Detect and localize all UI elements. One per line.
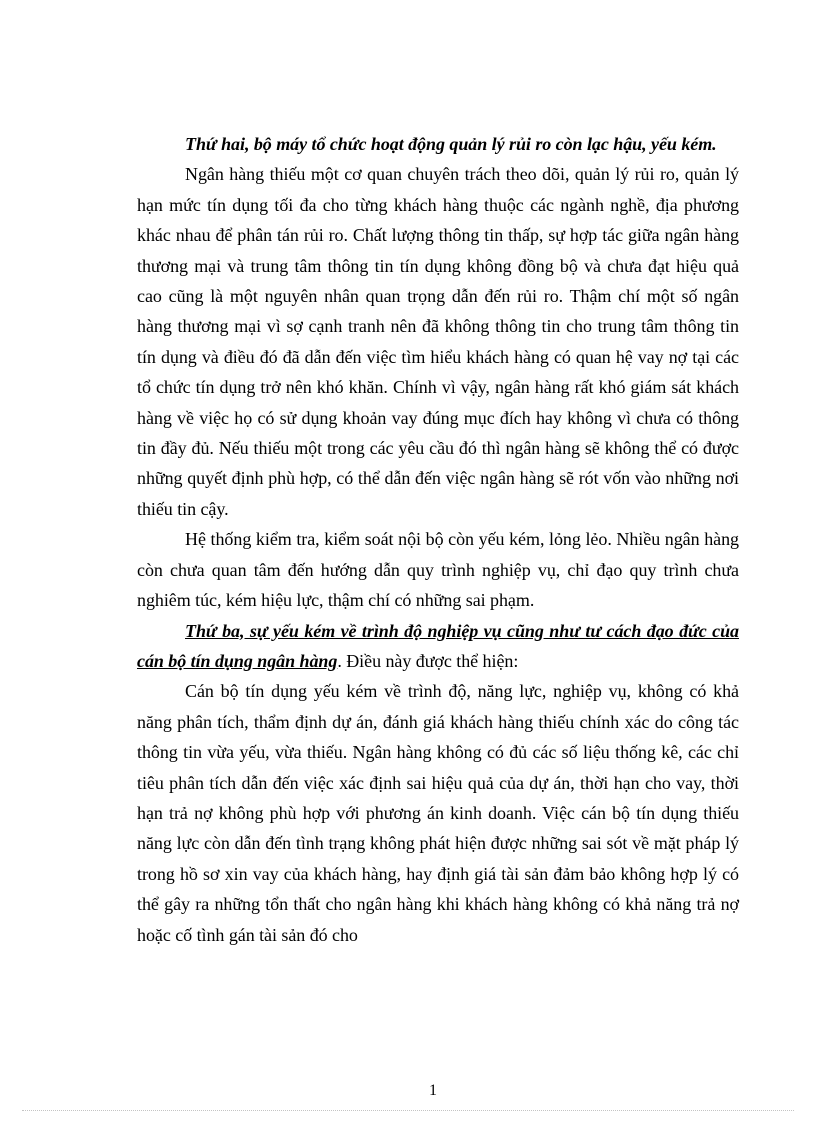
heading-third-point: Thứ ba, sự yếu kém về trình độ nghiệp vụ cũng như tư cách đạo đức của cán bộ tín dụng ngân hàng <box>137 620 739 671</box>
heading-second-point: Thứ hai, bộ máy tổ chức hoạt động quản lý rủi ro còn lạc hậu, yếu kém. <box>185 134 717 154</box>
page-number: 1 <box>429 1082 437 1099</box>
heading-third-point-tail: . Điều này được thể hiện: <box>337 650 519 671</box>
paragraph-heading-second-point <box>137 129 739 159</box>
document-body <box>137 129 739 950</box>
paragraph-risk-management-unit: Ngân hàng thiếu một cơ quan chuyên trách theo dõi, quản lý rủi ro, quản lý hạn mức tín dụng tối đa cho từng khách hàng thuộc các ngành nghề, địa phương khác nhau để phân tán rủi ro. Chất lượng thông tin thấp, sự hợp tác giữa ngân hàng thương mại và trung tâm thông tin tín dụng không đồng bộ và chưa đạt hiệu quả cao cũng là một nguyên nhân quan trọng dẫn đến rủi ro. Thậm chí một số ngân hàng thương mại vì sợ cạnh tranh nên đã không thông tin cho trung tâm thông tin tín dụng và điều đó đã dẫn đến việc tìm hiểu khách hàng có quan hệ vay nợ tại các tổ chức tín dụng trở nên khó khăn. Chính vì vậy, ngân hàng rất khó giám sát khách hàng về việc họ có sử dụng khoản vay đúng mục đích hay không vì chưa có thông tin đầy đủ. Nếu thiếu một trong các yêu cầu đó thì ngân hàng sẽ không thể có được những quyết định phù hợp, có thể dẫn đến việc ngân hàng sẽ rót vốn vào những nơi thiếu tin cậy. <box>137 164 739 519</box>
page-footer-divider <box>22 1110 794 1111</box>
paragraph-heading-third-point <box>137 616 739 677</box>
paragraph-credit-officer-weakness: Cán bộ tín dụng yếu kém về trình độ, năng lực, nghiệp vụ, không có khả năng phân tích, thẩm định dự án, đánh giá khách hàng thiếu chính xác do công tác thông tin vừa yếu, vừa thiếu. Ngân hàng không có đủ các số liệu thống kê, các chỉ tiêu phân tích dẫn đến việc xác định sai hiệu quả của dự án, thời hạn cho vay, thời hạn trả nợ không phù hợp với phương án kinh doanh. Việc cán bộ tín dụng thiếu năng lực còn dẫn đến tình trạng không phát hiện được những sai sót về mặt pháp lý trong hồ sơ xin vay của khách hàng, hay định giá tài sản đảm bảo không hợp lý có thể gây ra những tổn thất cho ngân hàng khi khách hàng không có khả năng trả nợ hoặc cố tình gán tài sản đó cho <box>137 681 739 945</box>
paragraph-internal-control: Hệ thống kiểm tra, kiểm soát nội bộ còn yếu kém, lỏng lẻo. Nhiều ngân hàng còn chưa quan tâm đến hướng dẫn quy trình nghiệp vụ, chỉ đạo quy trình chưa nghiêm túc, kém hiệu lực, thậm chí có những sai phạm. <box>137 529 739 611</box>
